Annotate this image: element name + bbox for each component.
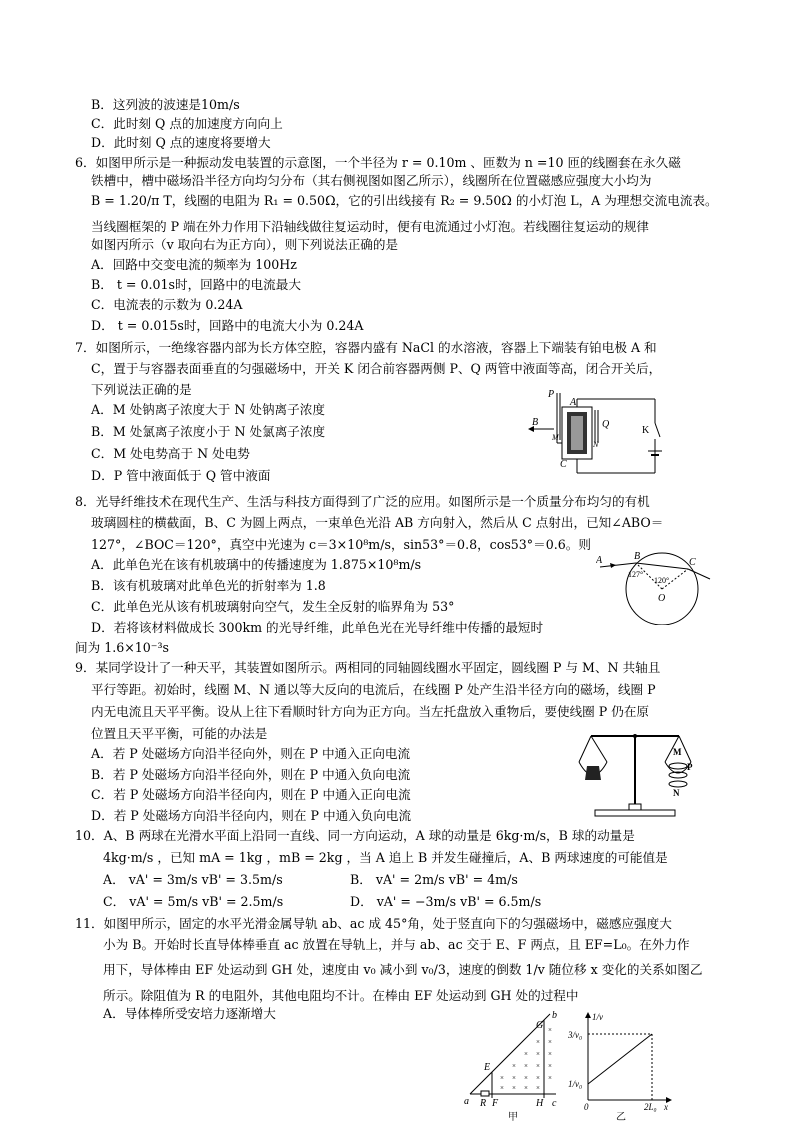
q8-option-c: C．此单色光从该有机玻璃射向空气，发生全反射的临界角为 53° — [91, 599, 455, 614]
q11-stem-line2: 小为 B。开始时长直导体棒垂直 ac 放置在导轨上，并与 ab、ac 交于 E、F 两点，且 EF=L₀。在外力作 — [103, 937, 690, 952]
q6-option-a: A．回路中交变电流的频率为 100Hz — [91, 257, 297, 272]
svg-text:×: × — [536, 1074, 540, 1082]
q9-balance-figure — [577, 722, 695, 822]
q8-option-d-line1: D．若将该材料做成长 300km 的光导纤维，此单色光在光导纤维中传播的最短时 — [91, 620, 544, 635]
q11-fig-label-3-v0: 3/v₀ — [568, 1030, 583, 1040]
q8-option-d-line2: 间为 1.6×10⁻³s — [75, 640, 169, 655]
q11-fig-label-1-v0: 1/v₀ — [568, 1079, 583, 1089]
q7-fig-label-b: B — [532, 417, 539, 428]
svg-text:×: × — [524, 1050, 528, 1058]
q7-option-c: C．M 处电势高于 N 处电势 — [91, 446, 250, 461]
q6-stem-line3: B = 1.20/π T，线圈的电阻为 R₁ = 0.50Ω，它的引出线接有 R₂ = 9.50Ω 的小灯泡 L，A 为理想交流电流表。 — [91, 193, 718, 208]
svg-text:×: × — [524, 1084, 528, 1092]
svg-text:×: × — [500, 1084, 504, 1092]
q10-stem-line2: 4kg·m/s ，已知 mA = 1kg ，mB = 2kg ，当 A 追上 B 并发生碰撞后，A、B 两球速度的可能值是 — [103, 850, 668, 865]
q11-fig-label-r: R — [480, 1098, 487, 1109]
q11-fig-label-origin: 0 — [584, 1102, 589, 1112]
q7-fig-label-k: K — [642, 425, 650, 436]
q7-fig-label-p: P — [548, 389, 555, 400]
q11-fig-label-f: F — [492, 1098, 499, 1109]
q7-fig-label-q: Q — [602, 419, 610, 430]
svg-text:×: × — [512, 1074, 516, 1082]
q11-stem-line3: 用下，导体棒由 EF 处运动到 GH 处，速度由 v₀ 减小到 v₀/3，速度的倒数 1/v 随位移 x 变化的关系如图乙 — [103, 962, 703, 977]
q8-circle-figure — [596, 545, 716, 625]
q10-stem-line1: 10．A、B 两球在光滑水平面上沿同一直线、同一方向运动，A 球的动量是 6kg·m/s，B 球的动量是 — [75, 828, 635, 843]
q11-option-a: A．导体棒所受安培力逐渐增大 — [103, 1006, 276, 1021]
q9-stem-line1: 9．某同学设计了一种天平，其装置如图所示。两相同的同轴圆线圈水平固定，圆线圈 P 与 M、N 共轴且 — [75, 660, 661, 675]
svg-text:×: × — [536, 1062, 540, 1070]
q11-fig-caption-jia: 甲 — [508, 1112, 518, 1123]
q5-option-c: C．此时刻 Q 点的加速度方向向上 — [91, 116, 283, 131]
q11-fig-caption-yi: 乙 — [616, 1112, 626, 1123]
q11-stem-line1: 11．如图甲所示，固定的水平光滑金属导轨 ab、ac 成 45°角，处于竖直向下的匀强磁场中，磁感应强度大 — [75, 916, 672, 931]
q9-stem-line2: 平行等距。初始时，线圈 M、N 通以等大反向的电流后，在线圈 P 处产生沿半径方向的磁场，线圈 P — [91, 682, 656, 697]
q6-option-b: B． t = 0.01s时，回路中的电流最大 — [91, 277, 301, 292]
q8-stem-line2: 玻璃圆柱的横截面，B、C 为圆上两点，一束单色光沿 AB 方向射入，然后从 C 点射出，已知∠ABO＝ — [91, 515, 664, 530]
q7-fig-label-m: M — [552, 433, 559, 442]
q7-option-d: D．P 管中液面低于 Q 管中液面 — [91, 468, 271, 483]
q7-stem-line3: 下列说法正确的是 — [91, 382, 192, 397]
q8-fig-angle-120: 120° — [654, 576, 670, 585]
q8-fig-angle-127: 127° — [628, 570, 644, 579]
q7-fig-label-a: A — [570, 397, 577, 408]
svg-text:×: × — [548, 1026, 552, 1034]
q9-stem-line4: 位置且天平平衡，可能的办法是 — [91, 726, 268, 741]
q8-fig-label-b: B — [634, 551, 641, 562]
q6-stem-line1: 6．如图甲所示是一种振动发电装置的示意图，一个半径为 r = 0.10m 、匝数为 n =10 匝的线圈套在永久磁 — [75, 155, 681, 170]
svg-text:×: × — [512, 1062, 516, 1070]
q11-fig-label-e: E — [484, 1062, 491, 1073]
q7-container-figure — [520, 385, 670, 485]
svg-text:×: × — [548, 1074, 552, 1082]
q7-stem-line1: 7．如图所示，一绝缘容器内部为长方体空腔，容器内盛有 NaCl 的水溶液，容器上下端装有铂电极 A 和 — [75, 340, 657, 355]
q6-stem-line5: 如图丙所示（v 取向右为正方向），则下列说法正确的是 — [91, 237, 399, 252]
svg-text:×: × — [500, 1074, 504, 1082]
q9-option-a: A．若 P 处磁场方向沿半径向外，则在 P 中通入正向电流 — [91, 746, 411, 761]
q8-option-a: A．此单色光在该有机玻璃中的传播速度为 1.875×10⁸m/s — [91, 557, 422, 572]
q9-option-c: C．若 P 处磁场方向沿半径向内，则在 P 中通入正向电流 — [91, 787, 411, 802]
svg-text:×: × — [548, 1062, 552, 1070]
svg-text:×: × — [548, 1038, 552, 1046]
q11-figure-yi — [566, 1010, 676, 1123]
svg-text:×: × — [512, 1084, 516, 1092]
q8-fig-label-c: C — [689, 557, 696, 568]
q10-option-c: C． vA' = 5m/s vB' = 2.5m/s — [103, 894, 284, 909]
q9-fig-label-n: N — [673, 788, 680, 798]
q7-option-a: A．M 处钠离子浓度大于 N 处钠离子浓度 — [91, 402, 325, 417]
q7-option-b: B．M 处氯离子浓度小于 N 处氯离子浓度 — [91, 424, 326, 439]
q8-stem-line3: 127°，∠BOC＝120°，真空中光速为 c＝3×10⁸m/s，sin53°＝0.8，cos53°＝0.6。则 — [91, 537, 591, 552]
q8-fig-label-o: O — [658, 593, 666, 604]
q11-fig-label-a: a — [464, 1096, 469, 1107]
q10-option-d: D． vA' = −3m/s vB' = 6.5m/s — [350, 894, 542, 909]
q5-option-b: B．这列波的波速是10m/s — [91, 97, 240, 112]
svg-text:×: × — [536, 1050, 540, 1058]
q11-fig-label-g: G — [536, 1020, 544, 1031]
q6-option-d: D． t = 0.015s时，回路中的电流大小为 0.24A — [91, 318, 364, 333]
q11-fig-label-c: c — [552, 1098, 557, 1109]
q9-stem-line3: 内无电流且天平平衡。设从上往下看顺时针方向为正方向。当左托盘放入重物后，要使线圈 P 仍在原 — [91, 704, 650, 719]
q10-option-b: B． vA' = 2m/s vB' = 4m/s — [350, 872, 518, 887]
svg-text:×: × — [548, 1050, 552, 1058]
q6-option-c: C．电流表的示数为 0.24A — [91, 297, 243, 312]
q7-stem-line2: C，置于与容器表面垂直的匀强磁场中，开关 K 闭合前容器两侧 P、Q 两管中液面等高，闭合开关后， — [91, 361, 662, 376]
q7-fig-label-n: N — [593, 440, 599, 449]
svg-text:×: × — [536, 1084, 540, 1092]
svg-text:×: × — [536, 1038, 540, 1046]
q9-fig-label-m: M — [673, 747, 682, 757]
q11-fig-label-inv-v: 1/v — [592, 1012, 603, 1022]
svg-text:×: × — [524, 1062, 528, 1070]
q8-option-b: B．该有机玻璃对此单色光的折射率为 1.8 — [91, 578, 326, 593]
q7-fig-label-c: C — [560, 459, 567, 470]
q9-fig-label-p: P — [687, 762, 693, 772]
q11-fig-label-2l0: 2L₀ — [644, 1102, 657, 1112]
q6-stem-line2: 铁槽中，槽中磁场沿半径方向均匀分布（其右侧视图如图乙所示），线圈所在位置磁感应强度大小均为 — [91, 173, 652, 188]
q11-figure-jia — [464, 1010, 564, 1123]
q8-stem-line1: 8．光导纤维技术在现代生产、生活与科技方面得到了广泛的应用。如图所示是一个质量分布均匀的有机 — [75, 494, 650, 509]
q10-option-a: A． vA' = 3m/s vB' = 3.5m/s — [103, 872, 283, 887]
q9-option-d: D．若 P 处磁场方向沿半径向内，则在 P 中通入负向电流 — [91, 808, 412, 823]
q6-stem-line4: 当线圈框架的 P 端在外力作用下沿轴线做往复运动时，便有电流通过小灯泡。若线圈往复运动的规律 — [91, 219, 650, 234]
svg-text:×: × — [524, 1074, 528, 1082]
q11-fig-label-x: x — [664, 1102, 668, 1112]
q5-option-d: D．此时刻 Q 点的速度将要增大 — [91, 135, 271, 150]
q11-stem-line4: 所示。除阻值为 R 的电阻外，其他电阻均不计。在棒由 EF 处运动到 GH 处的过程中 — [103, 988, 579, 1003]
q11-fig-label-b: b — [552, 1010, 557, 1021]
q11-fig-label-h: H — [536, 1098, 544, 1109]
q8-fig-label-a: A — [596, 555, 603, 566]
q9-option-b: B．若 P 处磁场方向沿半径向外，则在 P 中通入负向电流 — [91, 767, 411, 782]
